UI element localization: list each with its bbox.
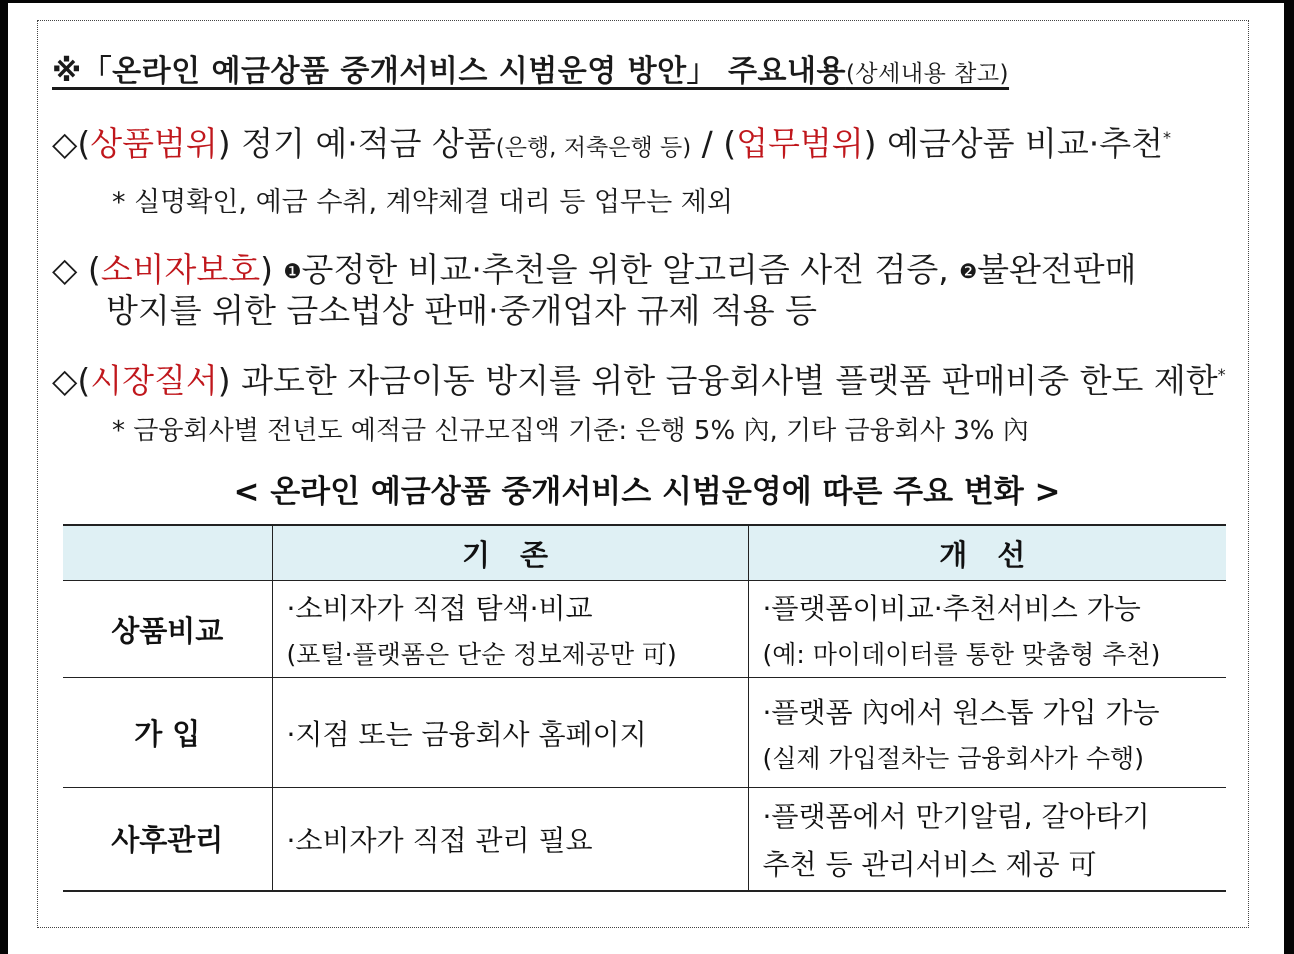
before-sub-text: (포털·플랫폼은 단순 정보제공만 可) [286,640,677,669]
after-sub-text: (예: 마이데이터를 통한 맞춤형 추천) [762,640,1161,669]
row-label: 상품비교 [63,581,272,678]
after-cell [748,581,1226,678]
label-consumer-protection: 소비자보호 [100,250,261,289]
consumer-text-continued: 방지를 위한 금소법상 판매·중개업자 규제 적용 등 [106,291,817,330]
paren-open: ( [77,250,101,289]
before-main-text: ·소비자가 직접 관리 필요 [286,823,593,857]
paren-open: ( [77,361,91,400]
item-product-scope [52,118,1171,165]
footnote-exclusions: * 실명확인, 예금 수취, 계약체결 대리 등 업무는 제외 [112,187,733,218]
number-two-icon: ❷ [959,259,978,283]
consumer-text-2: 불완전판매 [977,250,1137,289]
after-main-text: ·플랫폼이비교·추천서비스 가능 [762,592,1141,625]
header-empty [63,525,272,581]
diamond-bullet-icon: ◇ [52,361,78,400]
table-caption: < 온라인 예금상품 중개서비스 시범운영에 따른 주요 변화 > [233,474,1061,510]
diamond-bullet-icon: ◇ [52,124,78,163]
after-sub-text: 추천 등 관리서비스 제공 可 [762,847,1097,881]
before-cell [272,678,748,788]
top-edge [0,0,1294,3]
row-label: 사후관리 [63,788,272,891]
product-scope-detail: (은행, 저축은행 등) [495,135,692,161]
consumer-text-1: 공정한 비교·추천을 위한 알고리즘 사전 검증, [301,250,960,289]
market-order-text: ) 과도한 자금이동 방지를 위한 금융회사별 플랫폼 판매비중 한도 제한 [217,361,1218,400]
before-main-text: ·지점 또는 금융회사 홈페이지 [286,717,647,751]
label-business-scope: 업무범위 [736,124,864,163]
comparison-table [63,524,1226,892]
table-row [63,678,1226,788]
paren-open: ( [77,124,91,163]
after-cell [748,678,1226,788]
table-row [63,788,1226,891]
heading-title: ※「온라인 예금상품 중개서비스 시범운영 방안」 주요내용 [52,54,846,89]
header-before: 기 존 [272,525,748,581]
paren-close: ) [260,250,284,289]
product-scope-text: ) 정기 예·적금 상품 [217,124,496,163]
label-market-order: 시장질서 [90,361,218,400]
before-cell [272,788,748,891]
before-main-text: ·소비자가 직접 탐색·비교 [286,592,593,625]
table-row [63,581,1226,678]
item-market-order [52,355,1226,402]
heading-note: (상세내용 참고) [845,61,1010,87]
table-header-row [63,525,1226,581]
item-consumer-protection [52,244,1137,291]
business-scope-text: ) 예금상품 비교·추천 [863,124,1164,163]
after-cell [748,788,1226,891]
footnote-limits: * 금융회사별 전년도 예적금 신규모집액 기준: 은행 5% 內, 기타 금융회사 3% 內 [112,416,1029,446]
label-product-scope: 상품범위 [90,124,218,163]
after-main-text: ·플랫폼에서 만기알림, 갈아타기 [762,799,1150,833]
after-main-text: ·플랫폼 內에서 원스톱 가입 가능 [762,695,1160,729]
after-sub-text: (실제 가입절차는 금융회사가 수행) [762,743,1144,773]
slash-separator: / ( [691,124,737,163]
number-one-icon: ❶ [283,259,302,283]
header-after: 개 선 [748,525,1226,581]
row-label: 가 입 [63,678,272,788]
diamond-bullet-icon: ◇ [52,250,78,289]
main-heading [52,46,1009,90]
asterisk-mark: * [1217,365,1226,384]
asterisk-mark: * [1163,128,1172,147]
before-cell [272,581,748,678]
